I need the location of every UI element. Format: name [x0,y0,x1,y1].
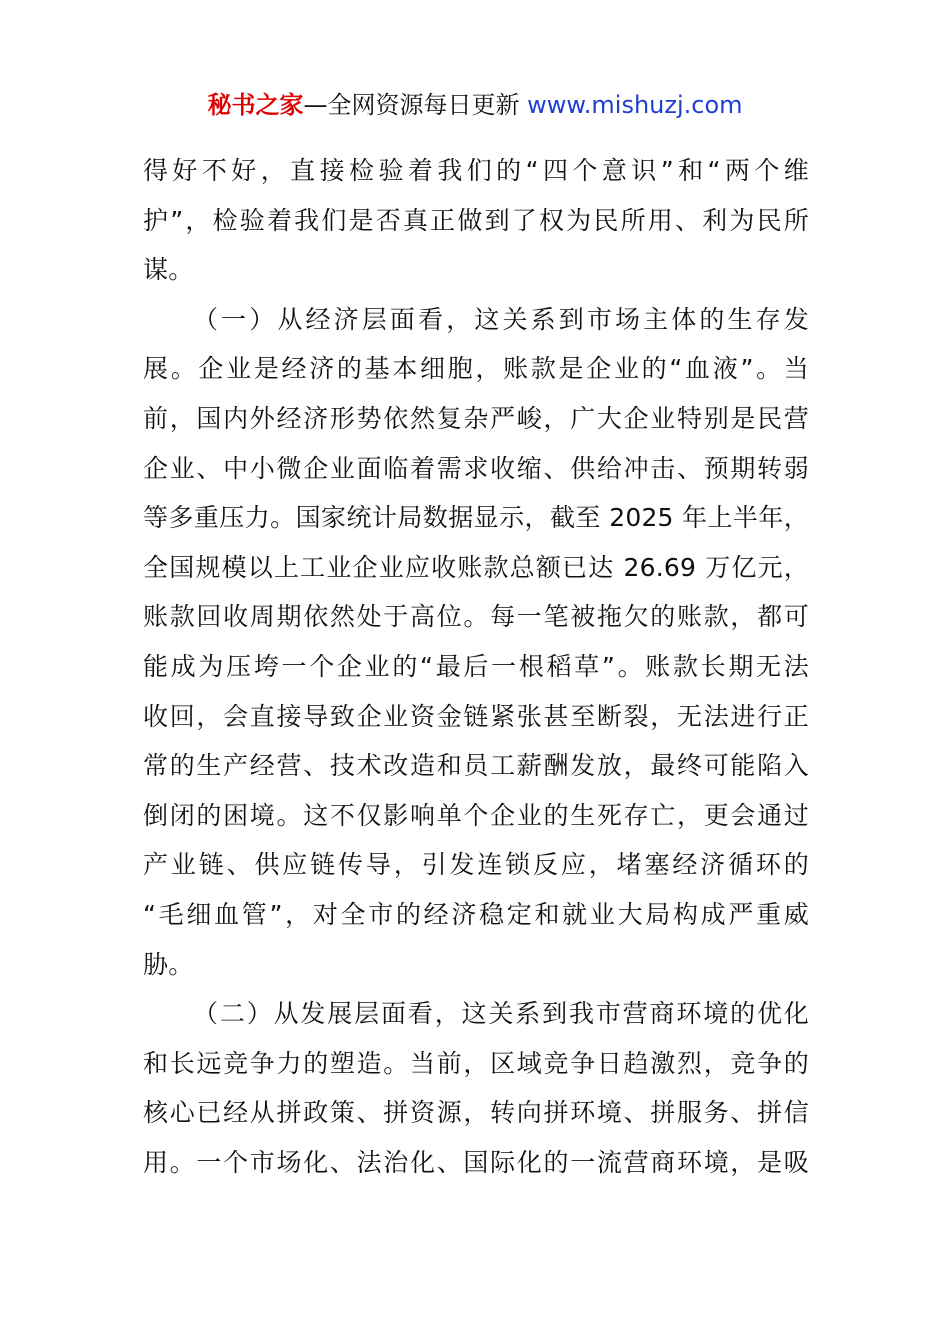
text-line: 得好不好，直接检验着我们的“四个意识”和“两个维 [143,156,809,185]
text-line: 企业、中小微企业面临着需求收缩、供给冲击、预期转弱 [143,453,809,483]
text-line: 谋。 [143,255,194,285]
text-line: 护”，检验着我们是否真正做到了权为民所用、利为民所 [143,205,809,235]
text-line: 展。企业是经济的基本细胞，账款是企业的“血液”。当 [143,354,809,384]
header-tagline: —全网资源每日更新 [303,91,528,119]
text-line: 常的生产经营、技术改造和员工薪酬发放，最终可能陷入 [143,751,809,781]
text-line: 等多重压力。国家统计局数据显示，截至 2025 年上半年， [143,503,809,533]
text-line: 账款回收周期依然处于高位。每一笔被拖欠的账款，都可 [143,602,809,632]
site-header [0,88,950,122]
site-url-link[interactable]: www.mishuzj.com [527,91,743,119]
text-line: 用。一个市场化、法治化、国际化的一流营商环境，是吸 [143,1147,809,1177]
text-line: 和长远竞争力的塑造。当前，区域竞争日趋激烈，竞争的 [143,1048,809,1078]
text-line: 全国规模以上工业企业应收账款总额已达 26.69 万亿元， [143,552,809,582]
text-line: 胁。 [143,949,194,979]
text-line: 产业链、供应链传导，引发连锁反应，堵塞经济循环的 [143,850,809,880]
section-heading-line: （二）从发展层面看，这关系到我市营商环境的优化 [193,999,809,1029]
text-line: 前，国内外经济形势依然复杂严峻，广大企业特别是民营 [143,403,809,433]
text-line: 收回，会直接导致企业资金链紧张甚至断裂，无法进行正 [143,701,809,731]
brand-name: 秘书之家 [207,91,304,119]
section-heading-line: （一）从经济层面看，这关系到市场主体的生存发 [193,304,809,334]
text-line: 能成为压垮一个企业的“最后一根稻草”。账款长期无法 [143,651,809,681]
text-line: 倒闭的困境。这不仅影响单个企业的生死存亡，更会通过 [143,800,809,830]
text-line: “毛细血管”，对全市的经济稳定和就业大局构成严重威 [143,899,809,929]
text-line: 核心已经从拼政策、拼资源，转向拼环境、拼服务、拼信 [143,1098,809,1128]
document-body [143,146,809,1187]
